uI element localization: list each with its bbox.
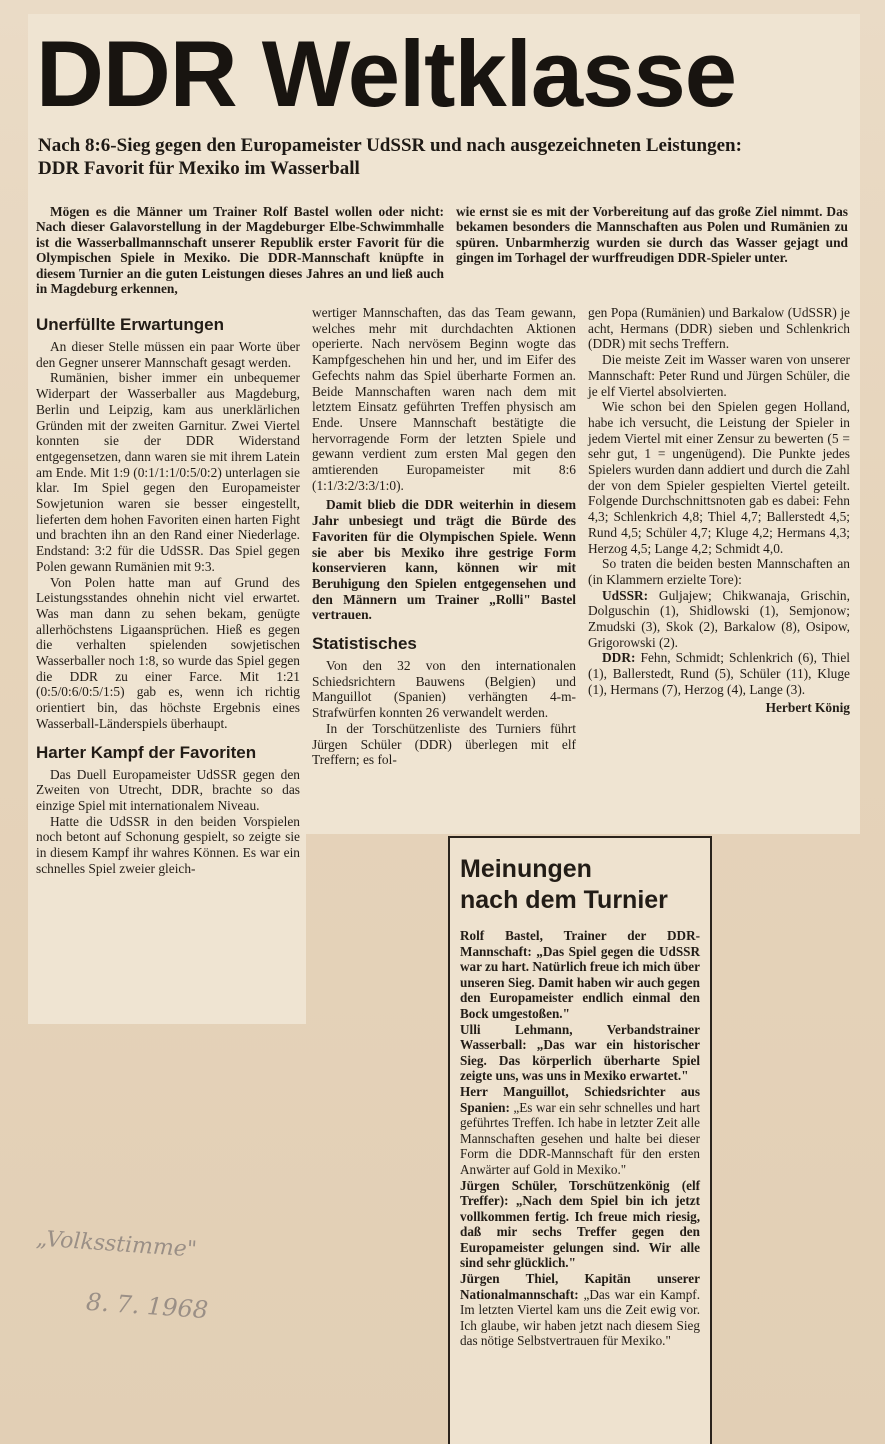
col2-paragraph: In der Torschützenliste des Turniers führt Jürgen Schüler (DDR) überlegen mit elf Treffern; es fol- <box>312 720 576 768</box>
lineup-udssr <box>588 588 850 651</box>
quote-speaker: Jürgen Schüler, Torschützenkönig (elf Treffer): <box>460 1177 700 1209</box>
lineup-label: UdSSR: <box>602 587 649 603</box>
col3-paragraph: gen Popa (Rumänien) und Barkalow (UdSSR) je acht, Hermans (DDR) sieben und Schlenkrich (DDR) mit sechs Treffern. <box>588 305 850 352</box>
handwritten-date: 8. 7. 1968 <box>85 1287 209 1325</box>
col1-paragraph: Rumänien, bisher immer ein unbequemer Widerpart der Wasserballer aus Magdeburg, Berlin und Leipzig, kam aus unerklärlichen Gründen mit der zweiten Garnitur. Zwei Viertel konnten sie der DDR Widerstand entgegensetzen, dann waren sie mit ihrem Latein am Ende. Mit 1:9 (0:1/1:1/0:5/0:2) unterlagen sie klar. Im Spiel gegen den Europameister Sowjetunion waren sie besser eingestellt, lieferten dem hohen Favoriten einen harten Fight und brachten ihn an den Rand einer Niederlage. Endstand: 3:2 für die UdSSR. Das Spiel gegen Polen gewann Rumänien mit 9:3. <box>36 370 300 574</box>
opinions-title-line1: Meinungen <box>460 855 592 883</box>
heading-unerfuellte-erwartungen: Unerfüllte Erwartungen <box>36 315 224 334</box>
col2-paragraph: Von den 32 von den internationalen Schiedsrichtern Bauwens (Belgien) und Manguillot (Spanien) verhängten 4-m-Strafwürfen konnten 26 verwandelt werden. <box>312 658 576 721</box>
author-byline: Herbert König <box>765 699 850 715</box>
quote-text: „Das Spiel gegen die UdSSR war zu hart. Natürlich freue ich mich über unseren Sieg. Damit haben wir auch gegen den Europameister endlich einmal den Bock umgestoßen." <box>460 943 701 1021</box>
lead-right <box>456 204 848 266</box>
headline: DDR Weltklasse <box>36 21 736 126</box>
lineup-text: Fehn, Schmidt; Schlenkrich (6), Thiel (1), Ballerstedt, Rund (5), Schüler (11), Kluge (1), Hermans (7), Herzog (4), Lange (3). <box>588 650 850 697</box>
heading-harter-kampf: Harter Kampf der Favoriten <box>36 742 257 762</box>
quote <box>460 1178 700 1272</box>
quote-text: „Das war ein historischer Sieg. Das körperlich überharte Spiel zeigte uns, was uns in Mexiko erwartet." <box>460 1037 700 1084</box>
quote <box>460 928 700 1022</box>
quote <box>460 1084 700 1178</box>
opinions-box <box>448 836 712 1444</box>
lineup-text: Guljajew; Chikwanaja, Grischin, Dolguschin (1), Shidlowski (1), Semjonow; Zmudski (3), Skok (2), Barkalow (8), Osipow, Grigorowski (2). <box>588 587 850 650</box>
lineup-label: DDR: <box>602 650 636 666</box>
lineup-ddr <box>588 650 850 697</box>
quote-text: „Das war ein Kampf. Im letzten Viertel kam uns die Zeit ewig vor. Ich glaube, wir haben jetzt nach diesem Sieg das nötige Selbstvertrauen für Mexiko." <box>460 1286 700 1349</box>
column-1 <box>36 310 300 877</box>
quote-speaker: Jürgen Thiel, Kapitän unserer Nationalmannschaft: <box>460 1271 700 1302</box>
quote-text: „Nach dem Spiel bin ich jetzt vollkommen fertig. Ich freue mich riesig, daß mir sechs Treffer gegen den Europameister gelungen sind. Wir alle sind sehr glücklich." <box>460 1193 700 1271</box>
subheadline-line1: Nach 8:6-Sieg gegen den Europameister UdSSR und nach ausgezeichneten Leistungen: <box>38 135 742 156</box>
opinions-title <box>460 854 700 916</box>
col3-paragraph: So traten die beiden besten Mannschaften an (in Klammern erzielte Tore): <box>588 556 850 587</box>
quote-speaker: Ulli Lehmann, Verbandstrainer Wasserball: <box>460 1021 700 1053</box>
subheadline <box>38 134 858 180</box>
col3-paragraph: Die meiste Zeit im Wasser waren von unserer Mannschaft: Peter Rund und Jürgen Schüler, die je elf Viertel absolvierten. <box>588 352 850 399</box>
quote <box>460 1022 700 1084</box>
lead-left-text: Mögen es die Männer um Trainer Rolf Bastel wollen oder nicht: Nach dieser Galavorstellung in der Magdeburger Elbe-Schwimmhalle ist die Wasserballmannschaft unserer Republik erster Favorit für die Olympischen Spiele in Mexiko. Die DDR-Mannschaft knüpfte in diesem Turnier an die guten Leistungen dieses Jahres an und ließ auch in Magdeburg erkennen, <box>36 204 444 297</box>
handwritten-source: „Volksstimme" <box>35 1226 198 1263</box>
opinions-title-line2: nach dem Turnier <box>460 886 668 914</box>
col1-paragraph: Das Duell Europameister UdSSR gegen den Zweiten von Utrecht, DDR, brachte so das einzige Spiel mit internationalem Niveau. <box>36 766 300 813</box>
heading-statistisches: Statistisches <box>312 634 417 654</box>
col1-paragraph: An dieser Stelle müssen ein paar Worte über den Gegner unserer Mannschaft gesagt werden. <box>36 339 300 370</box>
lead-right-text: wie ernst sie es mit der Vorbereitung auf das große Ziel nimmt. Das bekamen besonders die Mannschaften aus Polen und Rumänien zu spüren. Unbarmherzig wurden sie durch das Wasser gejagt und gingen im Torhagel der wurffreudigen DDR-Spieler unter. <box>456 204 848 266</box>
quote-speaker: Rolf Bastel, Trainer der DDR-Mannschaft: <box>460 928 700 959</box>
col2-paragraph-bold: Damit blieb die DDR weiterhin in diesem Jahr unbesiegt und trägt die Bürde des Favoriten für die Olympischen Spiele. Wenn sie aber bis Mexiko ihre gestrige Form konservieren kann, können wir mit Beruhigung den Spielen entgegensehen und den Männern um Trainer „Rolli" Bastel vertrauen. <box>312 497 576 623</box>
quote <box>460 1271 700 1349</box>
column-3 <box>588 305 850 715</box>
subheadline-line2: DDR Favorit für Mexiko im Wasserball <box>38 158 360 179</box>
col1-paragraph: Hatte die UdSSR in den beiden Vorspielen noch betont auf Schonung gespielt, so zeigte sie in diesem Kampf ihr wahres Können. Es war ein schnelles Spiel zweier gleich- <box>36 813 300 876</box>
col1-paragraph: Von Polen hatte man auf Grund des Leistungsstandes ohnehin nicht viel erwartet. Was man dann zu sehen bekam, genügte allerhöchstens Ligaansprüchen. Hieß es gegen die verhalten spielenden sowjetischen Wasserballer noch 1:8, so wurde das Spiel gegen die DDR zu einer Farce. Mit 1:21 (0:5/0:6/0:5/1:5) gab es, wenn ich richtig orientiert bin, das höchste Ergebnis eines Wasserball-Länderspiels überhaupt. <box>36 574 300 731</box>
lead-left <box>36 204 444 296</box>
col2-paragraph: wertiger Mannschaften, das das Team gewann, welches mehr mit durchdachten Aktionen operierte. Nach nervösem Beginn wogte das Kampfgeschehen hin und her, und im Eifer des Gefechts nahm das Spiel überharte Formen an. Beide Mannschaften waren nach dem mit letztem Einsatz geführten Treffen physisch am Ende. Unsere Mannschaft bestätigte die hervorragende Form der letzten Spiele und gewann verdient zum ersten Mal gegen den amtierenden Europameister mit 8:6 (1:1/3:2/3:3/1:0). <box>312 305 576 493</box>
col3-paragraph: Wie schon bei den Spielen gegen Holland, habe ich versucht, die Leistung der Spieler in jedem Viertel mit einer Zensur zu bewerten (5 = sehr gut, 1 = ungenügend). Die Punkte jedes Spielers wurden dann addiert und durch die Zahl der von dem Spieler gespielten Viertel geteilt. Folgende Durchschnittsnoten gab es dabei: Fehn 4,3; Schlenkrich 4,8; Thiel 4,7; Ballerstedt 4,5; Rund 4,5; Schüler 4,7; Kluge 4,2; Hermans 4,3; Herzog 4,5; Lange 4,2; Schmidt 4,0. <box>588 399 850 556</box>
quote-text: „Es war ein sehr schnelles und hart geführtes Treffen. Ich habe in letzter Zeit alle Mannschaften gesehen und halte bei dieser Form die DDR-Mannschaft für den ersten Anwärter auf Gold in Mexiko." <box>460 1099 701 1177</box>
quote-speaker: Herr Manguillot, Schiedsrichter aus Spanien: <box>460 1083 700 1115</box>
column-2 <box>312 305 576 768</box>
